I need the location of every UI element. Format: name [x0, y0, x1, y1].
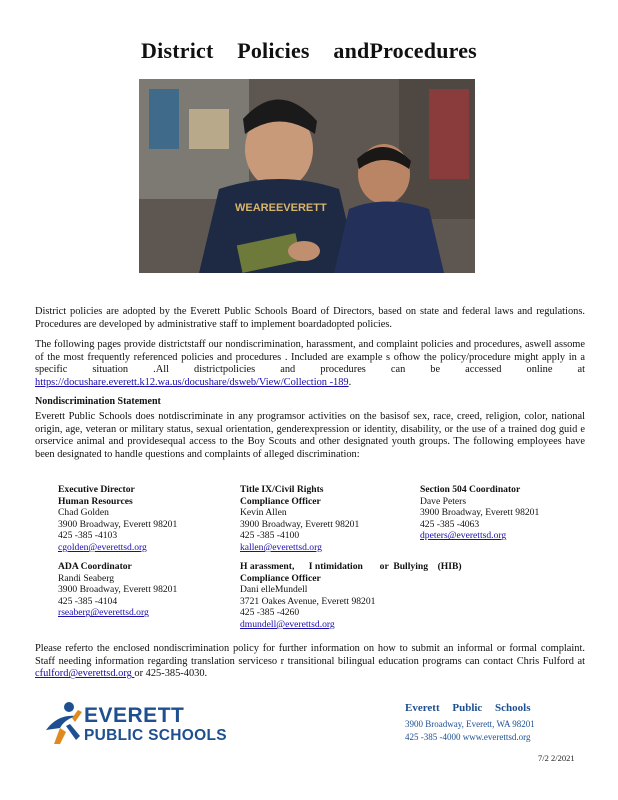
- pages-paragraph-end: .: [348, 376, 352, 388]
- contact-role: ADA Coordinator: [58, 561, 132, 572]
- students-reading-illustration: [139, 79, 475, 273]
- contact-role: Compliance Officer: [240, 572, 321, 584]
- svg-text:WEAREEVERETT: WEAREEVERETT: [235, 202, 327, 214]
- contact-street: 3900 Broadway, Everett 98201: [420, 507, 540, 519]
- contact-name: Chad Golden: [58, 507, 109, 519]
- contact-section-504: [420, 484, 590, 542]
- contact-email-link[interactable]: kallen@everettsd.org: [240, 541, 322, 553]
- contact-ada: [58, 561, 228, 619]
- contact-email-link[interactable]: rseaberg@everettsd.org: [58, 607, 149, 619]
- contact-role: H arassment, I ntimidation or Bullying (HIB): [240, 561, 462, 572]
- contact-hib: [240, 561, 540, 631]
- closing-paragraph: [35, 643, 585, 681]
- contact-title-ix: [240, 484, 410, 554]
- contact-phone: 425 -385 -4103: [58, 530, 118, 542]
- contact-street: 3900 Broadway, Everett 98201: [240, 518, 360, 530]
- contact-role: Human Resources: [58, 495, 133, 507]
- contact-role: Title IX/Civil Rights: [240, 484, 324, 495]
- contact-street: 3721 Oakes Avenue, Everett 98201: [240, 595, 376, 607]
- contact-hr: [58, 484, 228, 554]
- contact-email-link[interactable]: cgolden@everettsd.org: [58, 541, 147, 553]
- contact-email-link[interactable]: dpeters@everettsd.org: [420, 530, 507, 542]
- fulford-email-link[interactable]: cfulford@everettsd.org: [35, 668, 135, 680]
- pages-paragraph-text: The following pages provide districtstaff our nondiscrimination, harassment, and complaint policies and procedures, aswell assome of the most frequently referenced policies and procedures . Included are example s ofhow the policy/procedure might apply in a specific situation .All districtpolicies and procedures can be accessed online at: [35, 339, 585, 376]
- contact-phone: 425 -385 -4063: [420, 518, 480, 530]
- runner-logo-icon: [42, 700, 86, 746]
- nondiscrimination-heading: Nondiscrimination Statement: [35, 396, 161, 407]
- intro-paragraph: District policies are adopted by the Everett Public Schools Board of Directors, based on state and federal laws and regulations. Procedures are developed by administrative staff to implement boardadopted policies.: [35, 306, 585, 330]
- nondiscrimination-paragraph: Everett Public Schools does notdiscriminate in any programsor activities on the basisof sex, race, creed, religion, color, national origin, age, veteran or military status, sexual orientation, genderexpression or identity, disability, or the use of a trained dog guid e orservice animal and providesequal access to the Boy Scouts and other designated youth groups. The following employees have been designated to handle questions and complaints of alleged discrimination:: [35, 411, 585, 460]
- contact-role: Section 504 Coordinator: [420, 484, 521, 495]
- page-title: District Policies andProcedures: [141, 38, 477, 63]
- contact-name: Kevin Allen: [240, 507, 287, 519]
- contact-street: 3900 Broadway, Everett 98201: [58, 518, 178, 530]
- address-line: 3900 Broadway, Everett, WA 98201: [405, 719, 535, 729]
- district-address: [405, 702, 605, 744]
- district-logo: [42, 700, 282, 750]
- contact-phone: 425 -385 -4100: [240, 530, 300, 542]
- contact-name: Randi Seaberg: [58, 572, 115, 584]
- logo-wordmark-bottom: PUBLIC SCHOOLS: [84, 727, 227, 744]
- contact-name: Dave Peters: [420, 495, 467, 507]
- closing-text: Please referto the enclosed nondiscrimination policy for further information on how to submit an informal or formal complaint. Staff needing information regarding translation serviceso r transitional bilingual education programs can contact Chris Fulford at: [35, 643, 585, 667]
- pages-paragraph: [35, 339, 585, 389]
- contact-email-link[interactable]: dmundell@everettsd.org: [240, 618, 335, 630]
- contact-phone: 425 -385 -4104: [58, 595, 118, 607]
- hero-photo: [139, 79, 475, 273]
- address-line: 425 -385 -4000 www.everettsd.org: [405, 732, 531, 742]
- logo-wordmark-top: EVERETT: [84, 704, 185, 727]
- contact-role: Compliance Officer: [240, 495, 321, 507]
- contact-phone: 425 -385 -4260: [240, 607, 300, 619]
- docushare-link[interactable]: https://docushare.everett.k12.wa.us/docushare/dsweb/View/Collection -189: [35, 376, 349, 388]
- contact-role: Executive Director: [58, 484, 135, 495]
- document-date: 7/2 2/2021: [538, 753, 575, 763]
- contact-street: 3900 Broadway, Everett 98201: [58, 584, 178, 596]
- closing-end: or 425-385-4030.: [134, 668, 208, 680]
- address-name: Everett Public Schools: [405, 702, 531, 714]
- contact-name: Dani elleMundell: [240, 584, 308, 596]
